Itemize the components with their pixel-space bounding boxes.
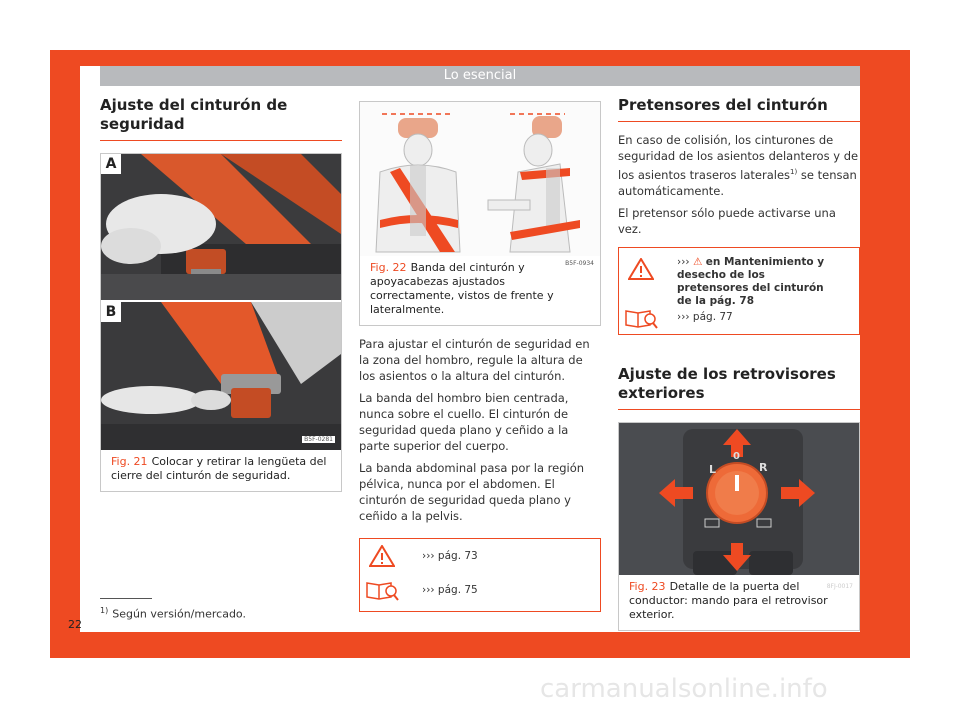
paragraph: La banda del hombro bien centrada, nunca sobre el cuello. El cinturón de seguridad queda plano y ceñido a la parte superior del cuerpo.: [359, 391, 569, 453]
watermark: carmanualsonline.info: [540, 674, 828, 704]
figure-caption: [619, 575, 859, 630]
knob-label-left: L: [709, 462, 717, 476]
section-title-seatbelt: Ajuste del cinturón de seguridad: [100, 96, 342, 141]
warning-link: en Mantenimiento y desecho de los pretensores del cinturón de la pág. 78: [677, 255, 825, 307]
left-column: [100, 96, 342, 492]
warning-text[interactable]: [677, 256, 837, 308]
paragraph: La banda abdominal pasa por la región pélvica, nunca por el abdomen. El cinturón de seguridad queda plano y ceñido a la pelvis.: [359, 461, 585, 523]
figure-caption-text: Colocar y retirar la lengüeta del cierre del cinturón de seguridad.: [111, 455, 327, 482]
figure-22: [359, 101, 601, 326]
panel-label-a: A: [101, 154, 121, 174]
page-number: 22: [68, 618, 82, 631]
warning-row: [360, 539, 600, 573]
figure-number: Fig. 21: [111, 455, 148, 468]
figure-caption-text: Banda del cinturón y apoyacabezas ajustados correctamente, vistos de frente y lateralmente.: [370, 261, 554, 316]
footnote-divider: [100, 598, 152, 599]
warning-triangle-icon: [628, 258, 654, 280]
footnote-marker: 1): [100, 606, 109, 615]
chapter-header: Lo esencial: [100, 66, 860, 86]
knob-label-center: 0: [733, 450, 740, 462]
figure-caption: [360, 256, 600, 325]
manual-row: [360, 573, 600, 607]
middle-column: [359, 101, 601, 612]
figure-number: Fig. 22: [370, 261, 407, 274]
warning-notice-box: [359, 538, 601, 612]
figure-23: [618, 422, 860, 631]
seatbelt-buckle-photo: [101, 154, 341, 450]
figure-caption-text: Detalle de la puerta del conductor: mando para el retrovisor exterior.: [629, 579, 828, 621]
mirror-control-knob-photo: [619, 423, 859, 575]
figure-caption: [101, 450, 341, 491]
figure-21: [100, 153, 342, 492]
footnote-ref[interactable]: 1): [790, 168, 798, 176]
manual-book-icon: [624, 307, 658, 329]
warning-notice-box: [618, 247, 860, 335]
footnote-text: Según versión/mercado.: [112, 607, 246, 621]
footnote: [100, 606, 246, 621]
body-text: [359, 336, 601, 524]
figure-code: B5F-0281: [304, 436, 333, 443]
belt-headrest-silhouettes: [360, 102, 600, 256]
manual-ref[interactable]: ››› pág. 77: [677, 311, 733, 324]
section-title-pretensioners: Pretensores del cinturón: [618, 96, 860, 122]
panel-label-b: B: [101, 302, 121, 322]
paragraph: [618, 132, 860, 199]
warning-triangle-icon: [369, 545, 395, 567]
warning-prefix: ›››: [677, 255, 690, 268]
figure-number: Fig. 23: [629, 579, 666, 593]
inline-warning-icon: ⚠: [692, 255, 703, 268]
right-column: [618, 96, 860, 631]
section-title-mirrors: Ajuste de los retrovisores exteriores: [618, 365, 860, 410]
manual-ref[interactable]: ››› pág. 75: [422, 583, 478, 596]
figure-code: B5F-0934: [565, 260, 594, 267]
paragraph-text: se tensan automáticamente.: [618, 167, 857, 198]
paragraph-text: En caso de colisión, los cinturones de seguridad de los asientos delanteros y de los asientos traseros laterales: [618, 133, 859, 182]
pretensioner-text: [618, 132, 860, 237]
manual-book-icon: [365, 579, 399, 601]
figure-code: 8FJ-0017: [826, 582, 853, 590]
knob-label-right: R: [759, 460, 768, 474]
paragraph: El pretensor sólo puede activarse una vez.: [618, 205, 836, 236]
warning-row: [619, 248, 859, 307]
warning-ref[interactable]: ››› pág. 73: [422, 549, 478, 562]
paragraph: Para ajustar el cinturón de seguridad en la zona del hombro, regule la altura de los asientos o la altura del cinturón.: [359, 337, 590, 383]
